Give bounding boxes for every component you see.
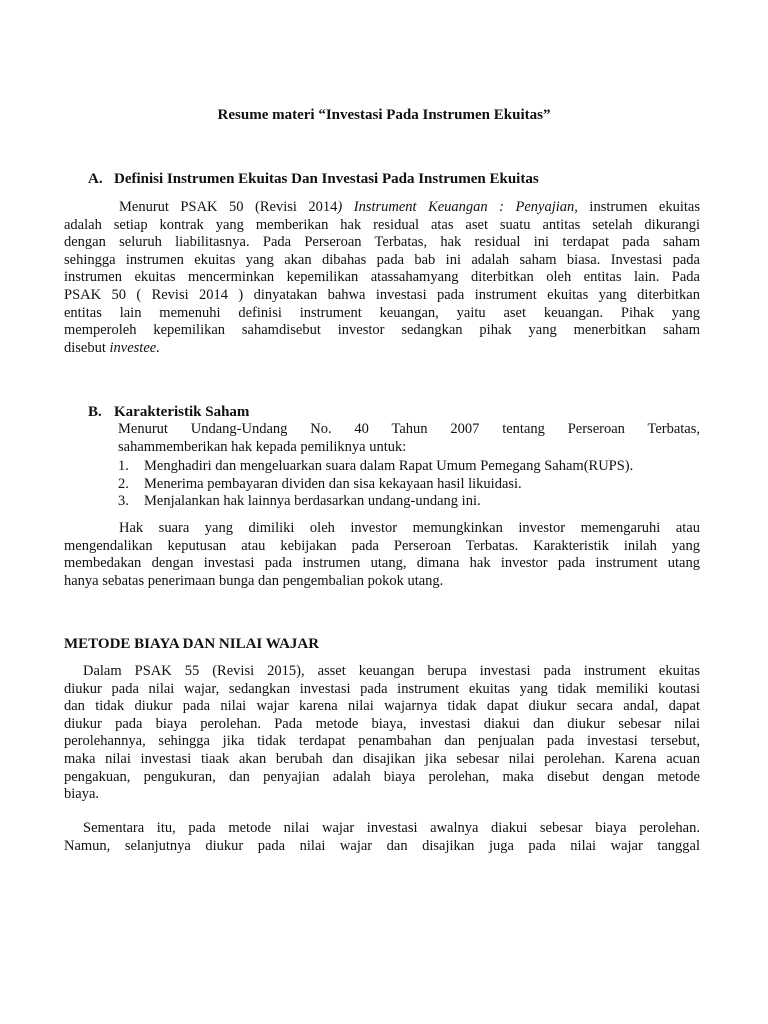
section-c-heading: METODE BIAYA DAN NILAI WAJAR <box>64 636 320 652</box>
paragraph-line: Dalam PSAK 55 (Revisi 2015), asset keuangan berupa investasi pada instrument ekuitas <box>83 663 700 679</box>
paragraph-line: mengendalikan keputusan atau kebijakan pada Perseroan Terbatas. Karakteristik inilah yang <box>64 537 700 554</box>
section-b-number: B. <box>88 404 102 420</box>
paragraph-line: disebut investee. <box>64 339 160 356</box>
section-a-heading <box>88 169 539 189</box>
paragraph-line: sahammemberikan hak kepada pemiliknya untuk: <box>118 438 407 455</box>
paragraph-line: Sementara itu, pada metode nilai wajar investasi awalnya diakui sebesar biaya perolehan. <box>83 820 700 836</box>
paragraph-line: Hak suara yang dimiliki oleh investor memungkinkan investor memengaruhi atau <box>119 520 700 536</box>
section-a-title: Definisi Instrumen Ekuitas Dan Investasi Pada Instrumen Ekuitas <box>114 171 539 187</box>
paragraph-line: instrumen ekuitas mencerminkan kepemilikan atassahamyang diterbitkan oleh entitas lain. Pada <box>64 269 700 286</box>
paragraph-line: sehingga instrumen ekuitas yang akan dibahas pada bab ini adalah saham biasa. Investasi pada <box>64 251 700 268</box>
section-b-heading <box>88 402 249 422</box>
paragraph-line: Namun, selanjutnya diukur pada nilai wajar dan disajikan juga pada nilai wajar tanggal <box>64 837 700 854</box>
paragraph-line: adalah setiap kontrak yang memberikan hak residual atas aset suatu antitas setelah dikurangi <box>64 216 700 233</box>
paragraph-line: Menurut Undang-Undang No. 40 Tahun 2007 tentang Perseroan Terbatas, <box>118 421 700 437</box>
paragraph-line: PSAK 50 ( Revisi 2014 ) dinyatakan bahwa investasi pada instrument ekuitas yang diterbitkan <box>64 286 700 303</box>
document-title: Resume materi “Investasi Pada Instrumen Ekuitas” <box>217 107 551 123</box>
section-c-paragraph-2 <box>64 820 700 855</box>
section-c-paragraph-1 <box>64 663 700 804</box>
section-b-title: Karakteristik Saham <box>114 404 250 420</box>
rights-list <box>118 458 718 511</box>
paragraph-line: biaya. <box>64 786 100 803</box>
section-a-number: A. <box>88 171 103 187</box>
paragraph-line: membedakan dengan investasi pada instrumen utang, dimana hak investor pada instrument utang <box>64 555 700 572</box>
paragraph-line: dan tidak diukur pada nilai wajar karena nilai wajarnya tidak dapat diukur secara andal, dapat <box>64 698 700 715</box>
paragraph-line: diukur pada nilai wajar, sedangkan investasi pada instrument ekuitas yang tidak memiliki koutasi <box>64 680 700 697</box>
paragraph-line: memperoleh kepemilikan sahamdisebut investor sedangkan pihak yang menerbitkan saham <box>64 322 700 339</box>
section-b-paragraph <box>64 520 700 590</box>
paragraph-line: dengan seluruh liabilitasnya. Pada Perseroan Terbatas, hak residual ini terdapat pada saham <box>64 234 700 251</box>
list-item: 1. Menghadiri dan mengeluarkan suara dalam Rapat Umum Pemegang Saham(RUPS). <box>118 458 634 474</box>
paragraph-line: diukur pada biaya perolehan. Pada metode biaya, investasi diakui dan diukur sebesar nilai <box>64 715 700 732</box>
paragraph-line: hanya sebatas penerimaan bunga dan pengembalian pokok utang. <box>64 572 444 589</box>
paragraph-line: pengakuan, pengukuran, dan penyajian adalah biaya perolehan, maka disebut dengan metode <box>64 768 700 785</box>
section-a-paragraph <box>64 199 700 357</box>
paragraph-line: perolehannya, sehingga jika tidak terdapat penambahan dan penjualan pada investasi tersebut, <box>64 733 700 750</box>
paragraph-line: maka nilai investasi tiaak akan berubah dan disajikan jika sebesar nilai perolehan. Karena acuan <box>64 750 700 767</box>
paragraph-line: entitas lain memenuhi definisi instrument keuangan, yaitu aset keuangan. Pihak yang <box>64 304 700 321</box>
list-item: 2. Menerima pembayaran dividen dan sisa kekayaan hasil likuidasi. <box>118 475 522 492</box>
paragraph-line: Menurut PSAK 50 (Revisi 2014) Instrument Keuangan : Penyajian, instrumen ekuitas <box>119 199 700 215</box>
section-b-intro <box>118 421 700 456</box>
list-item: 3. Menjalankan hak lainnya berdasarkan undang-undang ini. <box>118 493 481 510</box>
